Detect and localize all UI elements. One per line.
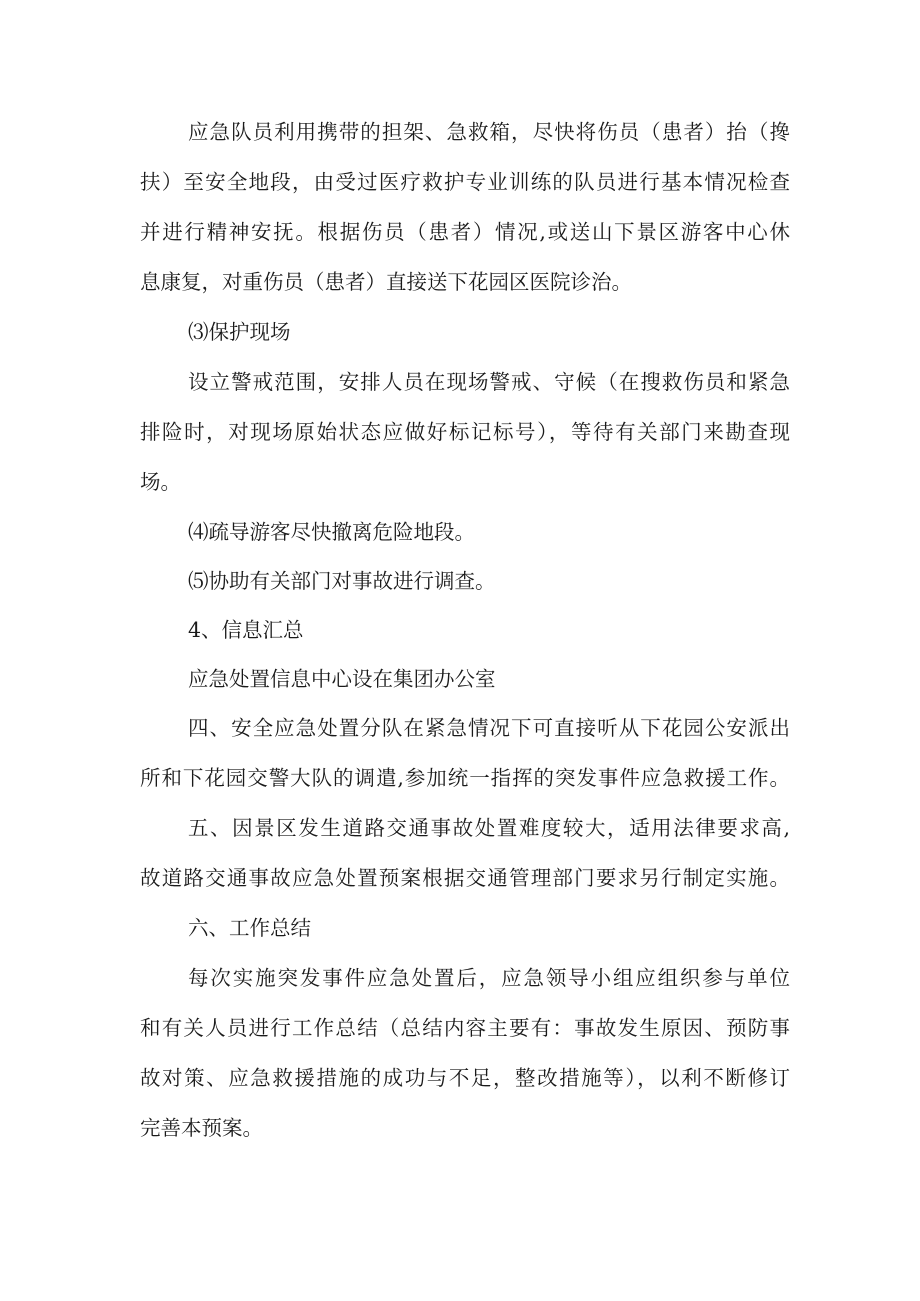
body-text-line: 所和下花园交警大队的调遣,参加统一指挥的突发事件应急救援工作。 xyxy=(140,766,790,790)
body-text-line: 四、安全应急处置分队在紧急情况下可直接听从下花园公安派出 xyxy=(188,716,790,740)
body-text-line: 故道路交通事故应急处置预案根据交通管理部门要求另行制定实施。 xyxy=(140,866,790,890)
body-text-line: 和有关人员进行工作总结（总结内容主要有：事故发生原因、预防事 xyxy=(140,1016,790,1040)
body-text-line: 息康复，对重伤员（患者）直接送下花园区医院诊治。 xyxy=(140,270,632,294)
body-text-line: 设立警戒范围，安排人员在现场警戒、守候（在搜救伤员和紧急 xyxy=(188,370,790,394)
body-text-line: 并进行精神安抚。根据伤员（患者）情况,或送山下景区游客中心休 xyxy=(140,220,790,244)
section-heading: ⑶保护现场 xyxy=(188,320,291,344)
body-text-line: 场。 xyxy=(140,470,181,494)
body-text-line: 故对策、应急救援措施的成功与不足，整改措施等），以利不断修订 xyxy=(140,1066,790,1090)
list-item: ⑷疏导游客尽快撤离危险地段。 xyxy=(188,520,475,544)
body-text-line: 排险时，对现场原始状态应做好标记标号），等待有关部门来勘查现 xyxy=(140,420,790,444)
body-text-line: 完善本预案。 xyxy=(140,1116,263,1140)
body-text-line: 扶）至安全地段，由受过医疗救护专业训练的队员进行基本情况检查 xyxy=(140,170,790,194)
body-text-line: 五、因景区发生道路交通事故处置难度较大，适用法律要求高, xyxy=(188,816,790,840)
body-text-line: 应急处置信息中心设在集团办公室 xyxy=(188,667,496,691)
body-text-line: 每次实施突发事件应急处置后，应急领导小组应组织参与单位 xyxy=(188,966,790,990)
list-item: ⑸协助有关部门对事故进行调查。 xyxy=(188,569,496,593)
section-heading: 六、工作总结 xyxy=(188,916,311,940)
body-text-line: 应急队员利用携带的担架、急救箱，尽快将伤员（患者）抬（搀 xyxy=(188,120,790,144)
section-heading: 4、信息汇总 xyxy=(188,618,304,642)
